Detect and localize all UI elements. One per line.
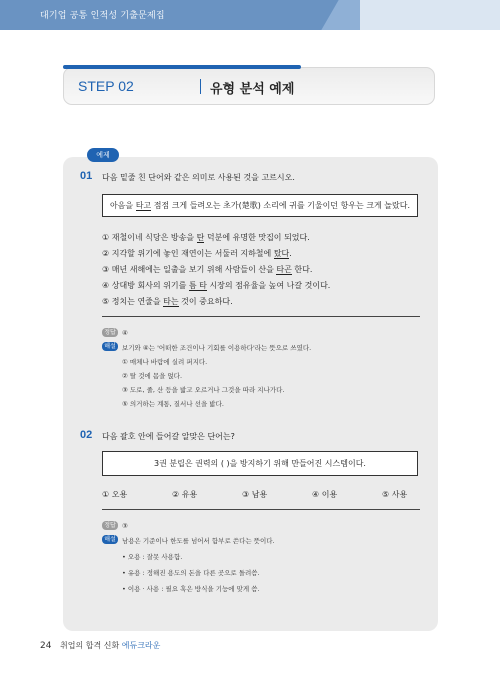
q1-number: 01 (80, 170, 93, 182)
header-band-light (360, 0, 500, 30)
q1-option-4-before: ④ 상대방 회사의 위기를 (102, 281, 189, 290)
q2-number: 02 (80, 429, 93, 441)
step-box (63, 67, 435, 105)
q1-text: 다음 밑줄 친 단어와 같은 의미로 사용된 것을 고르시오. (102, 173, 295, 182)
q2-option-3: ③ 남용 (242, 490, 268, 499)
q1-passage-before: 아음을 (109, 201, 136, 210)
q1-explain-item-1: ① 매체나 바람에 실려 퍼지다. (122, 358, 208, 366)
q1-divider (102, 316, 420, 317)
q1-option-4-after: 시장의 점유율을 높여 나갈 것이다. (206, 281, 331, 290)
q2-option-4: ④ 이용 (312, 490, 338, 499)
header-bar (0, 0, 500, 30)
footer-text: 취업의 합격 신화 (60, 641, 120, 650)
q2-explain-item-3: • 이용 · 사용 : 필요 혹은 방식을 기능에 맞게 씀. (122, 585, 260, 593)
q1-option-3-after: 한다. (291, 265, 313, 274)
q2-option-5: ⑤ 사용 (382, 490, 408, 499)
q1-option-5-after: 것이 중요하다. (178, 297, 233, 306)
q2-explain-item-2: • 유용 : 정해진 용도의 돈을 다른 곳으로 돌려씀. (122, 569, 260, 577)
q1-option-1-after: 덕분에 유명한 맛집이 되었다. (204, 233, 310, 242)
q1-explain-item-2: ② 탈 것에 몸을 얹다. (122, 372, 183, 380)
q1-option-2-before: ② 지각할 위기에 놓인 재연이는 서둘러 지하철에 (102, 249, 274, 258)
q1-explain-item-4: ⑤ 의거하는 계통, 질서나 선을 밟다. (122, 400, 224, 408)
q2-passage-box (102, 451, 418, 476)
example-badge: 예제 (87, 148, 119, 162)
q2-options (102, 489, 420, 501)
q1-passage-after: 점점 크게 들려오는 초가(楚歌) 소리에 귀를 기울이던 항우는 크게 놀랐다. (151, 201, 411, 210)
step-number: STEP 02 (78, 78, 134, 94)
q1-answer-tag: 정답 (102, 328, 118, 337)
q2-explain-item-1: • 오용 : 잘못 사용함. (122, 553, 183, 561)
q2-explain-tag: 해설 (102, 535, 118, 544)
q1-option-4-underlined: 틈 타 (188, 281, 207, 290)
step-divider (200, 79, 201, 94)
q1-option-5-underlined: 타는 (163, 297, 179, 306)
q2-divider (102, 509, 420, 510)
q2-option-1: ① 오용 (102, 490, 128, 499)
q1-option-5 (102, 296, 233, 307)
q1-option-2 (102, 248, 292, 259)
q1-option-2-underlined: 탔다 (273, 249, 290, 258)
q1-answer: ④ (122, 329, 128, 337)
q1-explain-item-3: ③ 도로, 줄, 산 등을 밟고 오르거나 그것을 따라 지나가다. (122, 386, 285, 394)
footer-brand: 에듀크라운 (121, 641, 161, 650)
q1-option-3-before: ③ 매년 새해에는 일출을 보기 위해 사람들이 산을 (102, 265, 277, 274)
q1-passage-underlined: 타고 (135, 201, 152, 210)
q1-explain-tag: 해설 (102, 342, 118, 351)
example-panel (63, 157, 438, 631)
q1-option-1-before: ① 재철이네 식당은 방송을 (102, 233, 197, 242)
q1-option-1-underlined: 탄 (196, 233, 205, 242)
page-number: 24 (40, 641, 52, 651)
q1-passage-box (102, 194, 418, 217)
q2-explanation: 남용은 기준이나 한도를 넘어서 함부로 쓴다는 뜻이다. (122, 537, 275, 545)
q1-explanation: 보기와 ④는 '어떠한 조건이나 기회를 이용하다'라는 뜻으로 쓰였다. (122, 344, 312, 352)
footer (40, 640, 160, 651)
step-title: 유형 분석 예제 (210, 82, 295, 97)
q1-option-5-before: ⑤ 정치는 연줄을 (102, 297, 164, 306)
header-title: 대기업 공통 인적성 기출문제집 (40, 11, 165, 21)
step-accent-line (63, 65, 301, 69)
q1-option-3 (102, 264, 312, 275)
q2-answer: ③ (122, 522, 128, 530)
q2-answer-tag: 정답 (102, 521, 118, 530)
q1-option-3-underlined: 타곤 (276, 265, 292, 274)
q1-option-1 (102, 232, 310, 243)
q2-passage: 3권 분립은 권력의 ( )을 방지하기 위해 만들어진 시스템이다. (154, 459, 366, 468)
q1-option-2-after: . (289, 249, 292, 258)
q2-text: 다음 괄호 안에 들어갈 알맞은 단어는? (102, 432, 235, 441)
q2-option-2: ② 유용 (172, 490, 198, 499)
q1-option-4 (102, 280, 330, 291)
